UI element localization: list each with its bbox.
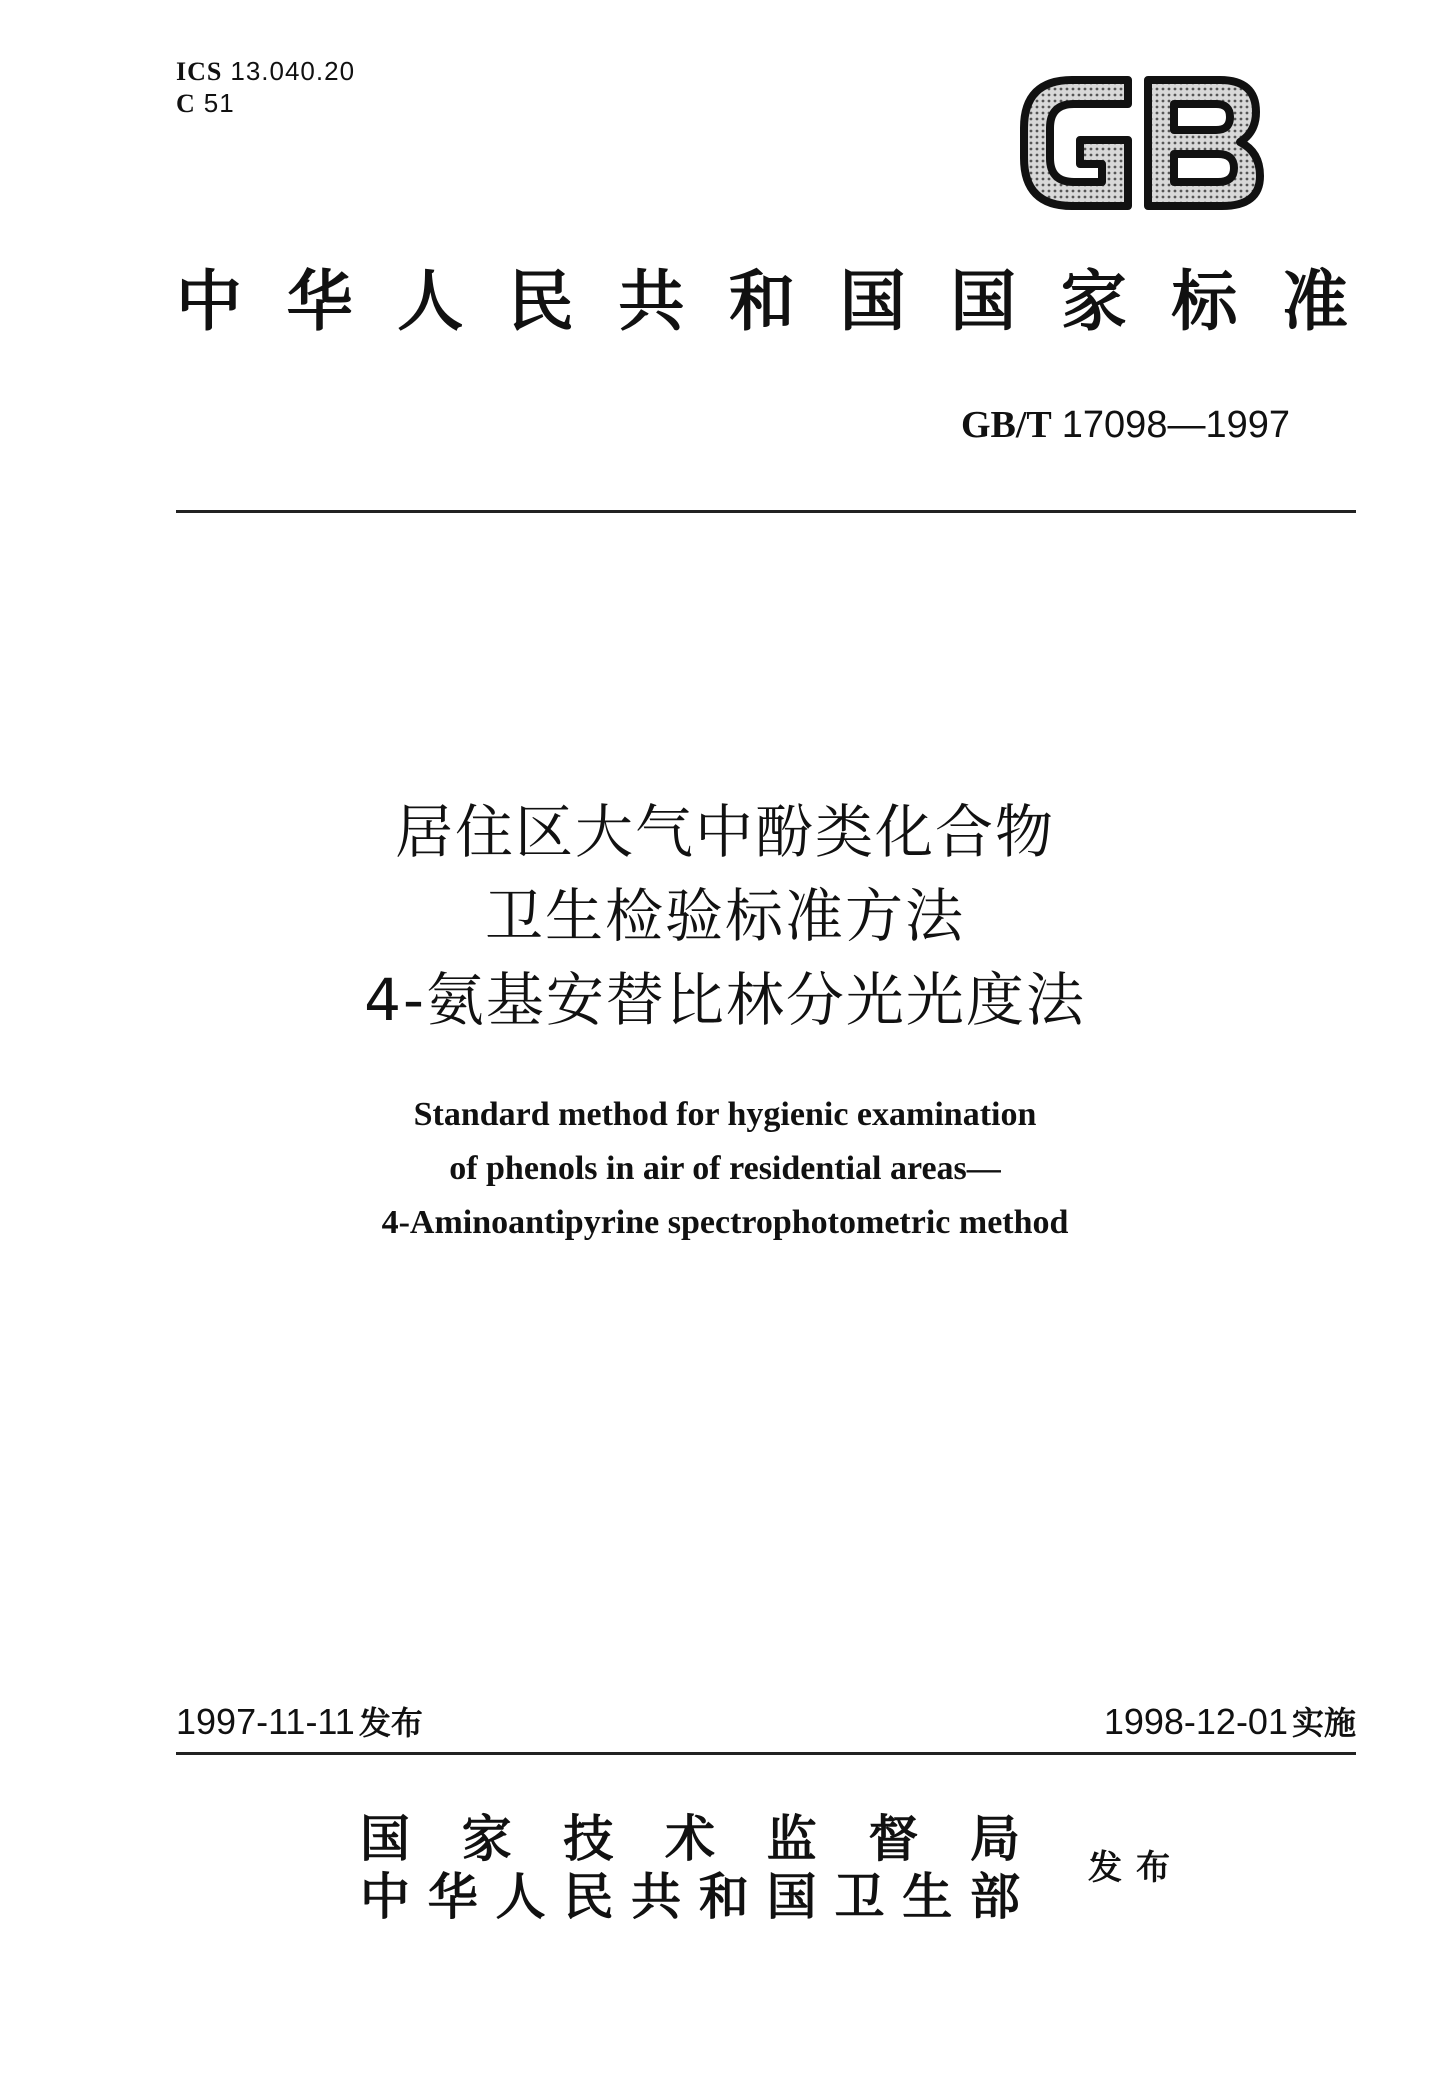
- issuer-line-2: 中华人民共和国卫生部: [360, 1868, 1020, 1926]
- english-title: [0, 1088, 1450, 1250]
- ics-label: ICS: [176, 57, 223, 86]
- ccs-code: [176, 88, 235, 119]
- effective-date-label: 实施: [1291, 1704, 1356, 1742]
- national-standard-title: 中华人民共和国国家标准: [176, 263, 1356, 340]
- english-title-line-2: of phenols in air of residential areas—: [449, 1150, 1001, 1187]
- issuer-line-1: 国家技术监督局: [360, 1810, 1020, 1868]
- effective-date: [1104, 1700, 1356, 1745]
- standard-number-value: 17098—1997: [1061, 404, 1290, 446]
- chinese-title-line-3: 4-氨基安替比林分光光度法: [364, 966, 1086, 1034]
- english-title-line-1: Standard method for hygienic examination: [413, 1096, 1037, 1133]
- standard-number: [961, 402, 1290, 448]
- ccs-label: C: [176, 89, 196, 118]
- issue-date-label: 发布: [358, 1704, 423, 1742]
- english-title-line-3: 4-Aminoantipyrine spectrophotometric method: [381, 1204, 1069, 1241]
- chinese-title: [0, 790, 1450, 1042]
- ics-value: 13.040.20: [230, 56, 356, 86]
- ccs-value: 51: [203, 88, 235, 118]
- issuing-authorities: [360, 1810, 1020, 1926]
- publish-label: 发布: [1088, 1848, 1184, 1888]
- chinese-title-line-1: 居住区大气中酚类化合物: [394, 798, 1055, 866]
- issue-date: [176, 1700, 423, 1745]
- effective-date-value: 1998-12-01: [1103, 1701, 1288, 1742]
- gb-standard-logo: [1010, 68, 1270, 218]
- ics-code: [176, 56, 355, 87]
- chinese-title-line-2: 卫生检验标准方法: [484, 882, 965, 950]
- bottom-divider: [176, 1752, 1356, 1755]
- standard-prefix: GB/T: [960, 404, 1052, 446]
- top-divider: [176, 510, 1356, 513]
- issue-date-value: 1997-11-11: [176, 1701, 355, 1742]
